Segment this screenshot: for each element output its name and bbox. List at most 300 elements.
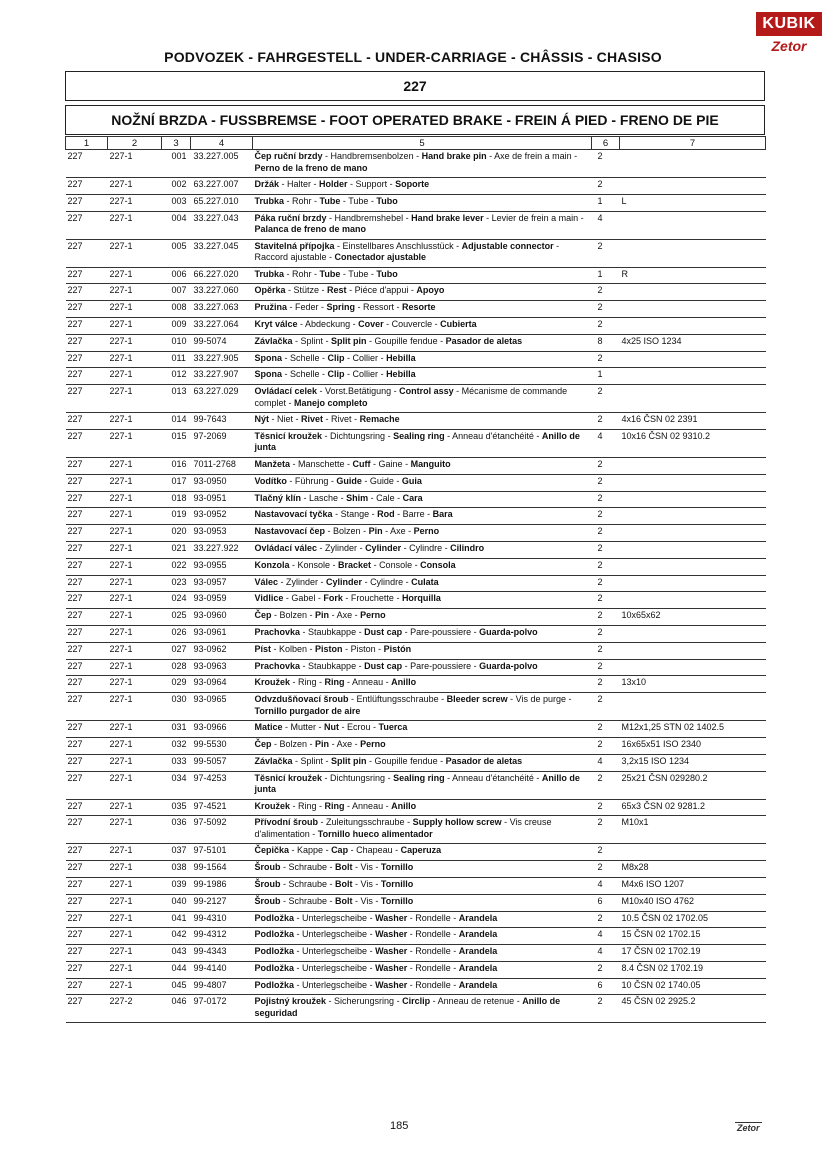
cell-col-4: 97-4253: [191, 771, 253, 799]
cell-col-1: 227: [66, 676, 108, 693]
cell-col-3: 022: [162, 558, 191, 575]
cell-col-3: 028: [162, 659, 191, 676]
cell-col-4: 99-5530: [191, 737, 253, 754]
cell-col-4: 63.227.007: [191, 178, 253, 195]
cell-col-7: M4x6 ISO 1207: [620, 877, 766, 894]
cell-col-6: 2: [592, 301, 620, 318]
cell-col-6: 2: [592, 351, 620, 368]
cell-col-3: 001: [162, 150, 191, 178]
cell-col-5: Nýt - Niet - Rivet - Rivet - Remache: [253, 413, 592, 430]
cell-col-4: 33.227.060: [191, 284, 253, 301]
cell-col-7: 16x65x51 ISO 2340: [620, 737, 766, 754]
table-row: [66, 642, 766, 659]
table-row: [66, 844, 766, 861]
column-header: 7: [620, 137, 766, 150]
cell-col-1: 227: [66, 928, 108, 945]
cell-col-2: 227-1: [108, 239, 162, 267]
cell-col-3: 010: [162, 334, 191, 351]
cell-col-7: 3,2x15 ISO 1234: [620, 754, 766, 771]
cell-col-2: 227-1: [108, 754, 162, 771]
cell-col-5: Těsnicí kroužek - Dichtungsring - Sealing ring - Anneau d'étanchéité - Anillo de junta: [253, 771, 592, 799]
cell-col-7: 65x3 ČSN 02 9281.2: [620, 799, 766, 816]
cell-col-5: Čep - Bolzen - Pin - Axe - Perno: [253, 609, 592, 626]
table-body: [66, 150, 766, 1023]
cell-col-5: Prachovka - Staubkappe - Dust cap - Pare-poussiere - Guarda-polvo: [253, 625, 592, 642]
cell-col-2: 227-1: [108, 894, 162, 911]
cell-col-4: 93-0961: [191, 625, 253, 642]
cell-col-2: 227-1: [108, 799, 162, 816]
cell-col-6: 1: [592, 194, 620, 211]
cell-col-1: 227: [66, 239, 108, 267]
cell-col-3: 033: [162, 754, 191, 771]
cell-col-1: 227: [66, 799, 108, 816]
cell-col-6: 2: [592, 558, 620, 575]
cell-col-1: 227: [66, 945, 108, 962]
cell-col-7: [620, 211, 766, 239]
table-row: [66, 267, 766, 284]
page-number: 185: [390, 1120, 409, 1132]
cell-col-7: L: [620, 194, 766, 211]
table-row: [66, 961, 766, 978]
cell-col-4: 97-4521: [191, 799, 253, 816]
cell-col-5: Podložka - Unterlegscheibe - Washer - Rondelle - Arandela: [253, 945, 592, 962]
cell-col-4: 65.227.010: [191, 194, 253, 211]
cell-col-6: 2: [592, 150, 620, 178]
table-row: [66, 911, 766, 928]
cell-col-5: Prachovka - Staubkappe - Dust cap - Pare-poussiere - Guarda-polvo: [253, 659, 592, 676]
cell-col-3: 013: [162, 385, 191, 413]
cell-col-2: 227-2: [108, 995, 162, 1023]
cell-col-2: 227-1: [108, 368, 162, 385]
cell-col-2: 227-1: [108, 491, 162, 508]
cell-col-1: 227: [66, 861, 108, 878]
cell-col-1: 227: [66, 816, 108, 844]
cell-col-5: Závlačka - Splint - Split pin - Goupille fendue - Pasador de aletas: [253, 334, 592, 351]
cell-col-3: 011: [162, 351, 191, 368]
group-number: 227: [65, 71, 765, 101]
cell-col-2: 227-1: [108, 211, 162, 239]
cell-col-1: 227: [66, 178, 108, 195]
cell-col-6: 2: [592, 861, 620, 878]
cell-col-3: 029: [162, 676, 191, 693]
cell-col-6: 2: [592, 995, 620, 1023]
cell-col-2: 227-1: [108, 267, 162, 284]
cell-col-6: 2: [592, 413, 620, 430]
cell-col-3: 017: [162, 474, 191, 491]
table-row: [66, 799, 766, 816]
cell-col-1: 227: [66, 508, 108, 525]
cell-col-5: Kroužek - Ring - Ring - Anneau - Anillo: [253, 676, 592, 693]
cell-col-2: 227-1: [108, 508, 162, 525]
table-row: [66, 368, 766, 385]
cell-col-4: 99-4807: [191, 978, 253, 995]
cell-col-4: 33.227.907: [191, 368, 253, 385]
cell-col-5: Vodítko - Führung - Guide - Guide - Guia: [253, 474, 592, 491]
cell-col-2: 227-1: [108, 385, 162, 413]
cell-col-3: 012: [162, 368, 191, 385]
cell-col-4: 33.227.922: [191, 541, 253, 558]
cell-col-3: 008: [162, 301, 191, 318]
cell-col-6: 2: [592, 575, 620, 592]
cell-col-1: 227: [66, 558, 108, 575]
cell-col-1: 227: [66, 429, 108, 457]
cell-col-7: 10 ČSN 02 1740.05: [620, 978, 766, 995]
cell-col-3: 025: [162, 609, 191, 626]
cell-col-4: 93-0952: [191, 508, 253, 525]
cell-col-7: M10x40 ISO 4762: [620, 894, 766, 911]
cell-col-7: M10x1: [620, 816, 766, 844]
cell-col-4: 93-0959: [191, 592, 253, 609]
cell-col-7: 45 ČSN 02 2925.2: [620, 995, 766, 1023]
table-row: [66, 625, 766, 642]
table-row: [66, 945, 766, 962]
cell-col-5: Nastavovací tyčka - Stange - Rod - Barre - Bara: [253, 508, 592, 525]
cell-col-5: Podložka - Unterlegscheibe - Washer - Rondelle - Arandela: [253, 961, 592, 978]
cell-col-7: [620, 625, 766, 642]
cell-col-3: 005: [162, 239, 191, 267]
cell-col-6: 4: [592, 754, 620, 771]
cell-col-4: 93-0953: [191, 525, 253, 542]
cell-col-5: Vidlice - Gabel - Fork - Frouchette - Horquilla: [253, 592, 592, 609]
cell-col-7: [620, 474, 766, 491]
cell-col-3: 009: [162, 317, 191, 334]
table-row: [66, 575, 766, 592]
table-row: [66, 317, 766, 334]
cell-col-6: 2: [592, 659, 620, 676]
cell-col-2: 227-1: [108, 525, 162, 542]
cell-col-7: [620, 525, 766, 542]
cell-col-2: 227-1: [108, 178, 162, 195]
table-row: [66, 429, 766, 457]
cell-col-3: 040: [162, 894, 191, 911]
table-row: [66, 525, 766, 542]
cell-col-5: Kroužek - Ring - Ring - Anneau - Anillo: [253, 799, 592, 816]
cell-col-2: 227-1: [108, 771, 162, 799]
cell-col-2: 227-1: [108, 301, 162, 318]
cell-col-1: 227: [66, 961, 108, 978]
cell-col-4: 93-0960: [191, 609, 253, 626]
cell-col-6: 2: [592, 491, 620, 508]
cell-col-4: 33.227.045: [191, 239, 253, 267]
cell-col-4: 33.227.005: [191, 150, 253, 178]
cell-col-7: [620, 457, 766, 474]
cell-col-2: 227-1: [108, 317, 162, 334]
cell-col-7: 17 ČSN 02 1702.19: [620, 945, 766, 962]
cell-col-6: 2: [592, 676, 620, 693]
cell-col-7: [620, 558, 766, 575]
cell-col-2: 227-1: [108, 457, 162, 474]
cell-col-5: Čepička - Kappe - Cap - Chapeau - Caperuza: [253, 844, 592, 861]
cell-col-2: 227-1: [108, 961, 162, 978]
column-header: 1: [66, 137, 108, 150]
cell-col-1: 227: [66, 995, 108, 1023]
cell-col-1: 227: [66, 754, 108, 771]
cell-col-3: 044: [162, 961, 191, 978]
cell-col-6: 2: [592, 844, 620, 861]
cell-col-6: 2: [592, 799, 620, 816]
cell-col-5: Nastavovací čep - Bolzen - Pin - Axe - Perno: [253, 525, 592, 542]
cell-col-2: 227-1: [108, 150, 162, 178]
column-header: 4: [191, 137, 253, 150]
cell-col-7: 25x21 ČSN 029280.2: [620, 771, 766, 799]
cell-col-3: 039: [162, 877, 191, 894]
zetor-logo: Zetor: [771, 38, 807, 54]
kubik-logo: KUBIK: [756, 12, 822, 36]
cell-col-6: 2: [592, 693, 620, 721]
cell-col-7: [620, 150, 766, 178]
cell-col-5: Podložka - Unterlegscheibe - Washer - Rondelle - Arandela: [253, 911, 592, 928]
cell-col-2: 227-1: [108, 413, 162, 430]
cell-col-5: Odvzdušňovací šroub - Entlüftungsschraube - Bleeder screw - Vis de purge - Tornillo purgador de aire: [253, 693, 592, 721]
cell-col-6: 2: [592, 961, 620, 978]
cell-col-5: Těsnicí kroužek - Dichtungsring - Sealing ring - Anneau d'étanchéité - Anillo de junta: [253, 429, 592, 457]
cell-col-1: 227: [66, 194, 108, 211]
table-row: [66, 978, 766, 995]
cell-col-4: 93-0955: [191, 558, 253, 575]
cell-col-4: 33.227.043: [191, 211, 253, 239]
cell-col-5: Přívodní šroub - Zuleitungsschraube - Supply hollow screw - Vis creuse d'alimentation - Tornillo hueco alimentador: [253, 816, 592, 844]
cell-col-1: 227: [66, 150, 108, 178]
cell-col-5: Držák - Halter - Holder - Support - Soporte: [253, 178, 592, 195]
cell-col-4: 99-1564: [191, 861, 253, 878]
section-title: NOŽNÍ BRZDA - FUSSBREMSE - FOOT OPERATED BRAKE - FREIN Á PIED - FRENO DE PIE: [65, 105, 765, 135]
cell-col-7: 10x65x62: [620, 609, 766, 626]
cell-col-6: 2: [592, 178, 620, 195]
table-row: [66, 150, 766, 178]
cell-col-6: 2: [592, 317, 620, 334]
cell-col-2: 227-1: [108, 642, 162, 659]
table-row: [66, 558, 766, 575]
cell-col-5: Čep - Bolzen - Pin - Axe - Perno: [253, 737, 592, 754]
table-row: [66, 194, 766, 211]
cell-col-2: 227-1: [108, 609, 162, 626]
table-row: [66, 995, 766, 1023]
cell-col-4: 99-7643: [191, 413, 253, 430]
cell-col-6: 2: [592, 625, 620, 642]
cell-col-4: 97-5092: [191, 816, 253, 844]
cell-col-7: [620, 491, 766, 508]
cell-col-3: 030: [162, 693, 191, 721]
cell-col-3: 003: [162, 194, 191, 211]
table-row: [66, 721, 766, 738]
cell-col-1: 227: [66, 413, 108, 430]
cell-col-1: 227: [66, 211, 108, 239]
cell-col-4: 66.227.020: [191, 267, 253, 284]
cell-col-3: 042: [162, 928, 191, 945]
cell-col-4: 93-0962: [191, 642, 253, 659]
cell-col-7: M12x1,25 STN 02 1402.5: [620, 721, 766, 738]
cell-col-1: 227: [66, 877, 108, 894]
table-row: [66, 676, 766, 693]
cell-col-2: 227-1: [108, 194, 162, 211]
cell-col-2: 227-1: [108, 659, 162, 676]
cell-col-7: [620, 508, 766, 525]
cell-col-4: 99-1986: [191, 877, 253, 894]
cell-col-1: 227: [66, 592, 108, 609]
table-row: [66, 861, 766, 878]
table-row: [66, 474, 766, 491]
cell-col-7: [620, 368, 766, 385]
cell-col-4: 33.227.063: [191, 301, 253, 318]
cell-col-1: 227: [66, 978, 108, 995]
table-row: [66, 771, 766, 799]
table-row: [66, 211, 766, 239]
cell-col-2: 227-1: [108, 541, 162, 558]
cell-col-7: [620, 317, 766, 334]
cell-col-5: Pružina - Feder - Spring - Ressort - Resorte: [253, 301, 592, 318]
table-row: [66, 693, 766, 721]
cell-col-4: 99-4140: [191, 961, 253, 978]
cell-col-5: Páka ruční brzdy - Handbremshebel - Hand brake lever - Levier de frein a main - Palanca de freno de mano: [253, 211, 592, 239]
cell-col-6: 6: [592, 894, 620, 911]
cell-col-2: 227-1: [108, 558, 162, 575]
cell-col-2: 227-1: [108, 945, 162, 962]
cell-col-1: 227: [66, 894, 108, 911]
cell-col-3: 007: [162, 284, 191, 301]
cell-col-2: 227-1: [108, 721, 162, 738]
cell-col-7: [620, 693, 766, 721]
cell-col-3: 035: [162, 799, 191, 816]
table-row: [66, 301, 766, 318]
cell-col-1: 227: [66, 625, 108, 642]
cell-col-1: 227: [66, 721, 108, 738]
cell-col-2: 227-1: [108, 911, 162, 928]
kubik-zetor-logo: [756, 12, 822, 54]
cell-col-3: 023: [162, 575, 191, 592]
cell-col-4: 99-4343: [191, 945, 253, 962]
cell-col-5: Válec - Zylinder - Cylinder - Cylindre - Culata: [253, 575, 592, 592]
cell-col-3: 036: [162, 816, 191, 844]
cell-col-2: 227-1: [108, 737, 162, 754]
cell-col-5: Trubka - Rohr - Tube - Tube - Tubo: [253, 267, 592, 284]
cell-col-4: 63.227.029: [191, 385, 253, 413]
cell-col-5: Závlačka - Splint - Split pin - Goupille fendue - Pasador de aletas: [253, 754, 592, 771]
cell-col-5: Podložka - Unterlegscheibe - Washer - Rondelle - Arandela: [253, 928, 592, 945]
cell-col-6: 4: [592, 928, 620, 945]
cell-col-7: [620, 351, 766, 368]
table-header-row: [66, 137, 766, 150]
cell-col-1: 227: [66, 491, 108, 508]
cell-col-3: 046: [162, 995, 191, 1023]
cell-col-3: 038: [162, 861, 191, 878]
cell-col-4: 93-0966: [191, 721, 253, 738]
cell-col-1: 227: [66, 385, 108, 413]
cell-col-6: 2: [592, 737, 620, 754]
cell-col-1: 227: [66, 267, 108, 284]
cell-col-3: 015: [162, 429, 191, 457]
cell-col-6: 4: [592, 945, 620, 962]
cell-col-4: 93-0965: [191, 693, 253, 721]
cell-col-7: [620, 301, 766, 318]
cell-col-1: 227: [66, 334, 108, 351]
cell-col-1: 227: [66, 911, 108, 928]
cell-col-3: 002: [162, 178, 191, 195]
cell-col-2: 227-1: [108, 625, 162, 642]
cell-col-6: 2: [592, 541, 620, 558]
cell-col-4: 99-4310: [191, 911, 253, 928]
cell-col-2: 227-1: [108, 978, 162, 995]
column-header: 5: [253, 137, 592, 150]
cell-col-1: 227: [66, 541, 108, 558]
cell-col-5: Šroub - Schraube - Bolt - Vis - Tornillo: [253, 894, 592, 911]
cell-col-3: 024: [162, 592, 191, 609]
cell-col-6: 2: [592, 525, 620, 542]
cell-col-1: 227: [66, 284, 108, 301]
cell-col-5: Pojistný kroužek - Sicherungsring - Circlip - Anneau de retenue - Anillo de seguridad: [253, 995, 592, 1023]
cell-col-1: 227: [66, 368, 108, 385]
cell-col-3: 037: [162, 844, 191, 861]
cell-col-3: 031: [162, 721, 191, 738]
cell-col-2: 227-1: [108, 877, 162, 894]
column-header: 6: [592, 137, 620, 150]
cell-col-5: Kryt válce - Abdeckung - Cover - Couvercle - Cubierta: [253, 317, 592, 334]
cell-col-5: Spona - Schelle - Clip - Collier - Hebilla: [253, 368, 592, 385]
cell-col-5: Spona - Schelle - Clip - Collier - Hebilla: [253, 351, 592, 368]
cell-col-6: 1: [592, 368, 620, 385]
cell-col-7: 4x16 ČSN 02 2391: [620, 413, 766, 430]
cell-col-4: 93-0964: [191, 676, 253, 693]
cell-col-6: 6: [592, 978, 620, 995]
cell-col-6: 4: [592, 429, 620, 457]
cell-col-4: 93-0950: [191, 474, 253, 491]
cell-col-6: 2: [592, 816, 620, 844]
cell-col-3: 021: [162, 541, 191, 558]
cell-col-6: 2: [592, 609, 620, 626]
cell-col-5: Ovládací válec - Zylinder - Cylinder - Cylindre - Cilindro: [253, 541, 592, 558]
cell-col-3: 020: [162, 525, 191, 542]
cell-col-2: 227-1: [108, 844, 162, 861]
cell-col-5: Matice - Mutter - Nut - Ecrou - Tuerca: [253, 721, 592, 738]
cell-col-6: 2: [592, 911, 620, 928]
cell-col-7: M8x28: [620, 861, 766, 878]
cell-col-1: 227: [66, 771, 108, 799]
cell-col-6: 2: [592, 239, 620, 267]
page-title: PODVOZEK - FAHRGESTELL - UNDER-CARRIAGE - CHÂSSIS - CHASISO: [164, 49, 662, 65]
cell-col-7: [620, 178, 766, 195]
table-row: [66, 816, 766, 844]
cell-col-7: R: [620, 267, 766, 284]
cell-col-2: 227-1: [108, 592, 162, 609]
cell-col-4: 93-0957: [191, 575, 253, 592]
cell-col-4: 97-2069: [191, 429, 253, 457]
cell-col-6: 4: [592, 877, 620, 894]
cell-col-4: 97-5101: [191, 844, 253, 861]
cell-col-4: 99-5074: [191, 334, 253, 351]
cell-col-6: 2: [592, 642, 620, 659]
cell-col-7: 4x25 ISO 1234: [620, 334, 766, 351]
cell-col-1: 227: [66, 525, 108, 542]
cell-col-3: 043: [162, 945, 191, 962]
cell-col-3: 014: [162, 413, 191, 430]
table-row: [66, 592, 766, 609]
cell-col-4: 7011-2768: [191, 457, 253, 474]
cell-col-3: 027: [162, 642, 191, 659]
cell-col-4: 93-0951: [191, 491, 253, 508]
cell-col-4: 33.227.905: [191, 351, 253, 368]
cell-col-5: Manžeta - Manschette - Cuff - Gaine - Manguito: [253, 457, 592, 474]
cell-col-6: 2: [592, 592, 620, 609]
cell-col-5: Tlačný klín - Lasche - Shim - Cale - Cara: [253, 491, 592, 508]
cell-col-2: 227-1: [108, 816, 162, 844]
cell-col-7: [620, 284, 766, 301]
cell-col-3: 041: [162, 911, 191, 928]
table-row: [66, 334, 766, 351]
cell-col-7: 10x16 ČSN 02 9310.2: [620, 429, 766, 457]
table-row: [66, 928, 766, 945]
cell-col-7: [620, 659, 766, 676]
cell-col-3: 045: [162, 978, 191, 995]
cell-col-3: 034: [162, 771, 191, 799]
